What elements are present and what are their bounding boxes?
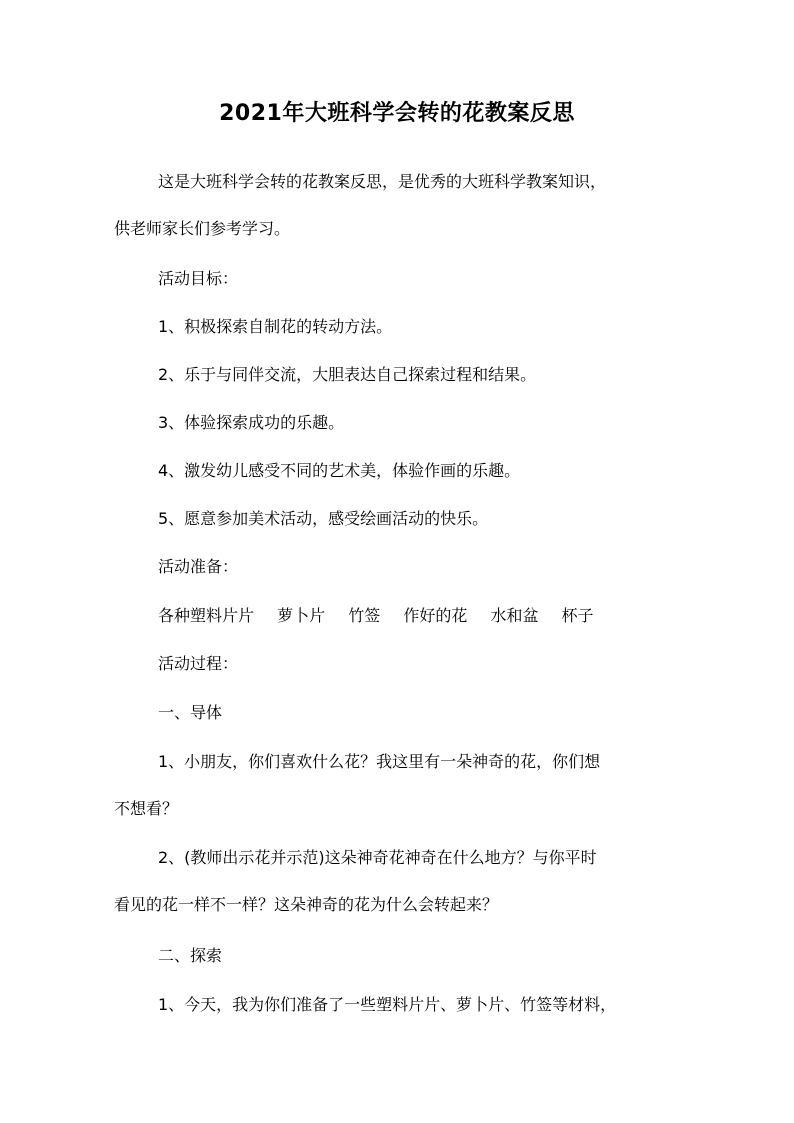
s1-item1-line-1: 1、小朋友，你们喜欢什么花？我这里有一朵神奇的花，你们想 xyxy=(158,752,601,771)
s1-item1-line-2: 不想看？ xyxy=(114,799,179,818)
material-item: 萝卜片 xyxy=(277,606,326,625)
intro-line-2: 供老师家长们参考学习。 xyxy=(114,219,291,238)
goal-item: 4、激发幼儿感受不同的艺术美，体验作画的乐趣。 xyxy=(158,461,521,480)
s1-item2-line-2: 看见的花一样不一样？这朵神奇的花为什么会转起来？ xyxy=(114,895,499,914)
material-item: 水和盆 xyxy=(490,606,539,625)
s1-item2-line-1: 2、(教师出示花并示范)这朵神奇花神奇在什么地方？与你平时 xyxy=(158,848,597,867)
section-2-item-1: 1、今天，我为你们准备了一些塑料片片、萝卜片、竹签等材料， xyxy=(158,995,617,1014)
goal-item: 3、体验探索成功的乐趣。 xyxy=(158,413,345,432)
document-title: 2021年大班科学会转的花教案反思 xyxy=(219,101,575,126)
goal-item: 2、乐于与同伴交流，大胆表达自己探索过程和结果。 xyxy=(158,365,537,384)
preparation-heading: 活动准备： xyxy=(158,557,239,576)
section-2-heading: 二、探索 xyxy=(158,946,223,965)
section-1-item-1 xyxy=(114,738,686,832)
materials-list xyxy=(158,603,612,626)
material-item: 作好的花 xyxy=(403,606,468,625)
section-1-heading: 一、导体 xyxy=(158,703,223,722)
intro-line-1: 这是大班科学会转的花教案反思，是优秀的大班科学教案知识， xyxy=(158,172,607,191)
section-1-item-2 xyxy=(114,834,686,928)
material-item: 竹签 xyxy=(348,606,381,625)
material-item: 各种塑料片片 xyxy=(158,606,255,625)
process-heading: 活动过程： xyxy=(158,654,239,673)
goal-item: 1、积极探索自制花的转动方法。 xyxy=(158,317,393,336)
intro-paragraph xyxy=(114,158,686,252)
material-item: 杯子 xyxy=(561,606,594,625)
goals-heading: 活动目标： xyxy=(158,269,239,288)
goal-item: 5、愿意参加美术活动，感受绘画活动的快乐。 xyxy=(158,509,489,528)
